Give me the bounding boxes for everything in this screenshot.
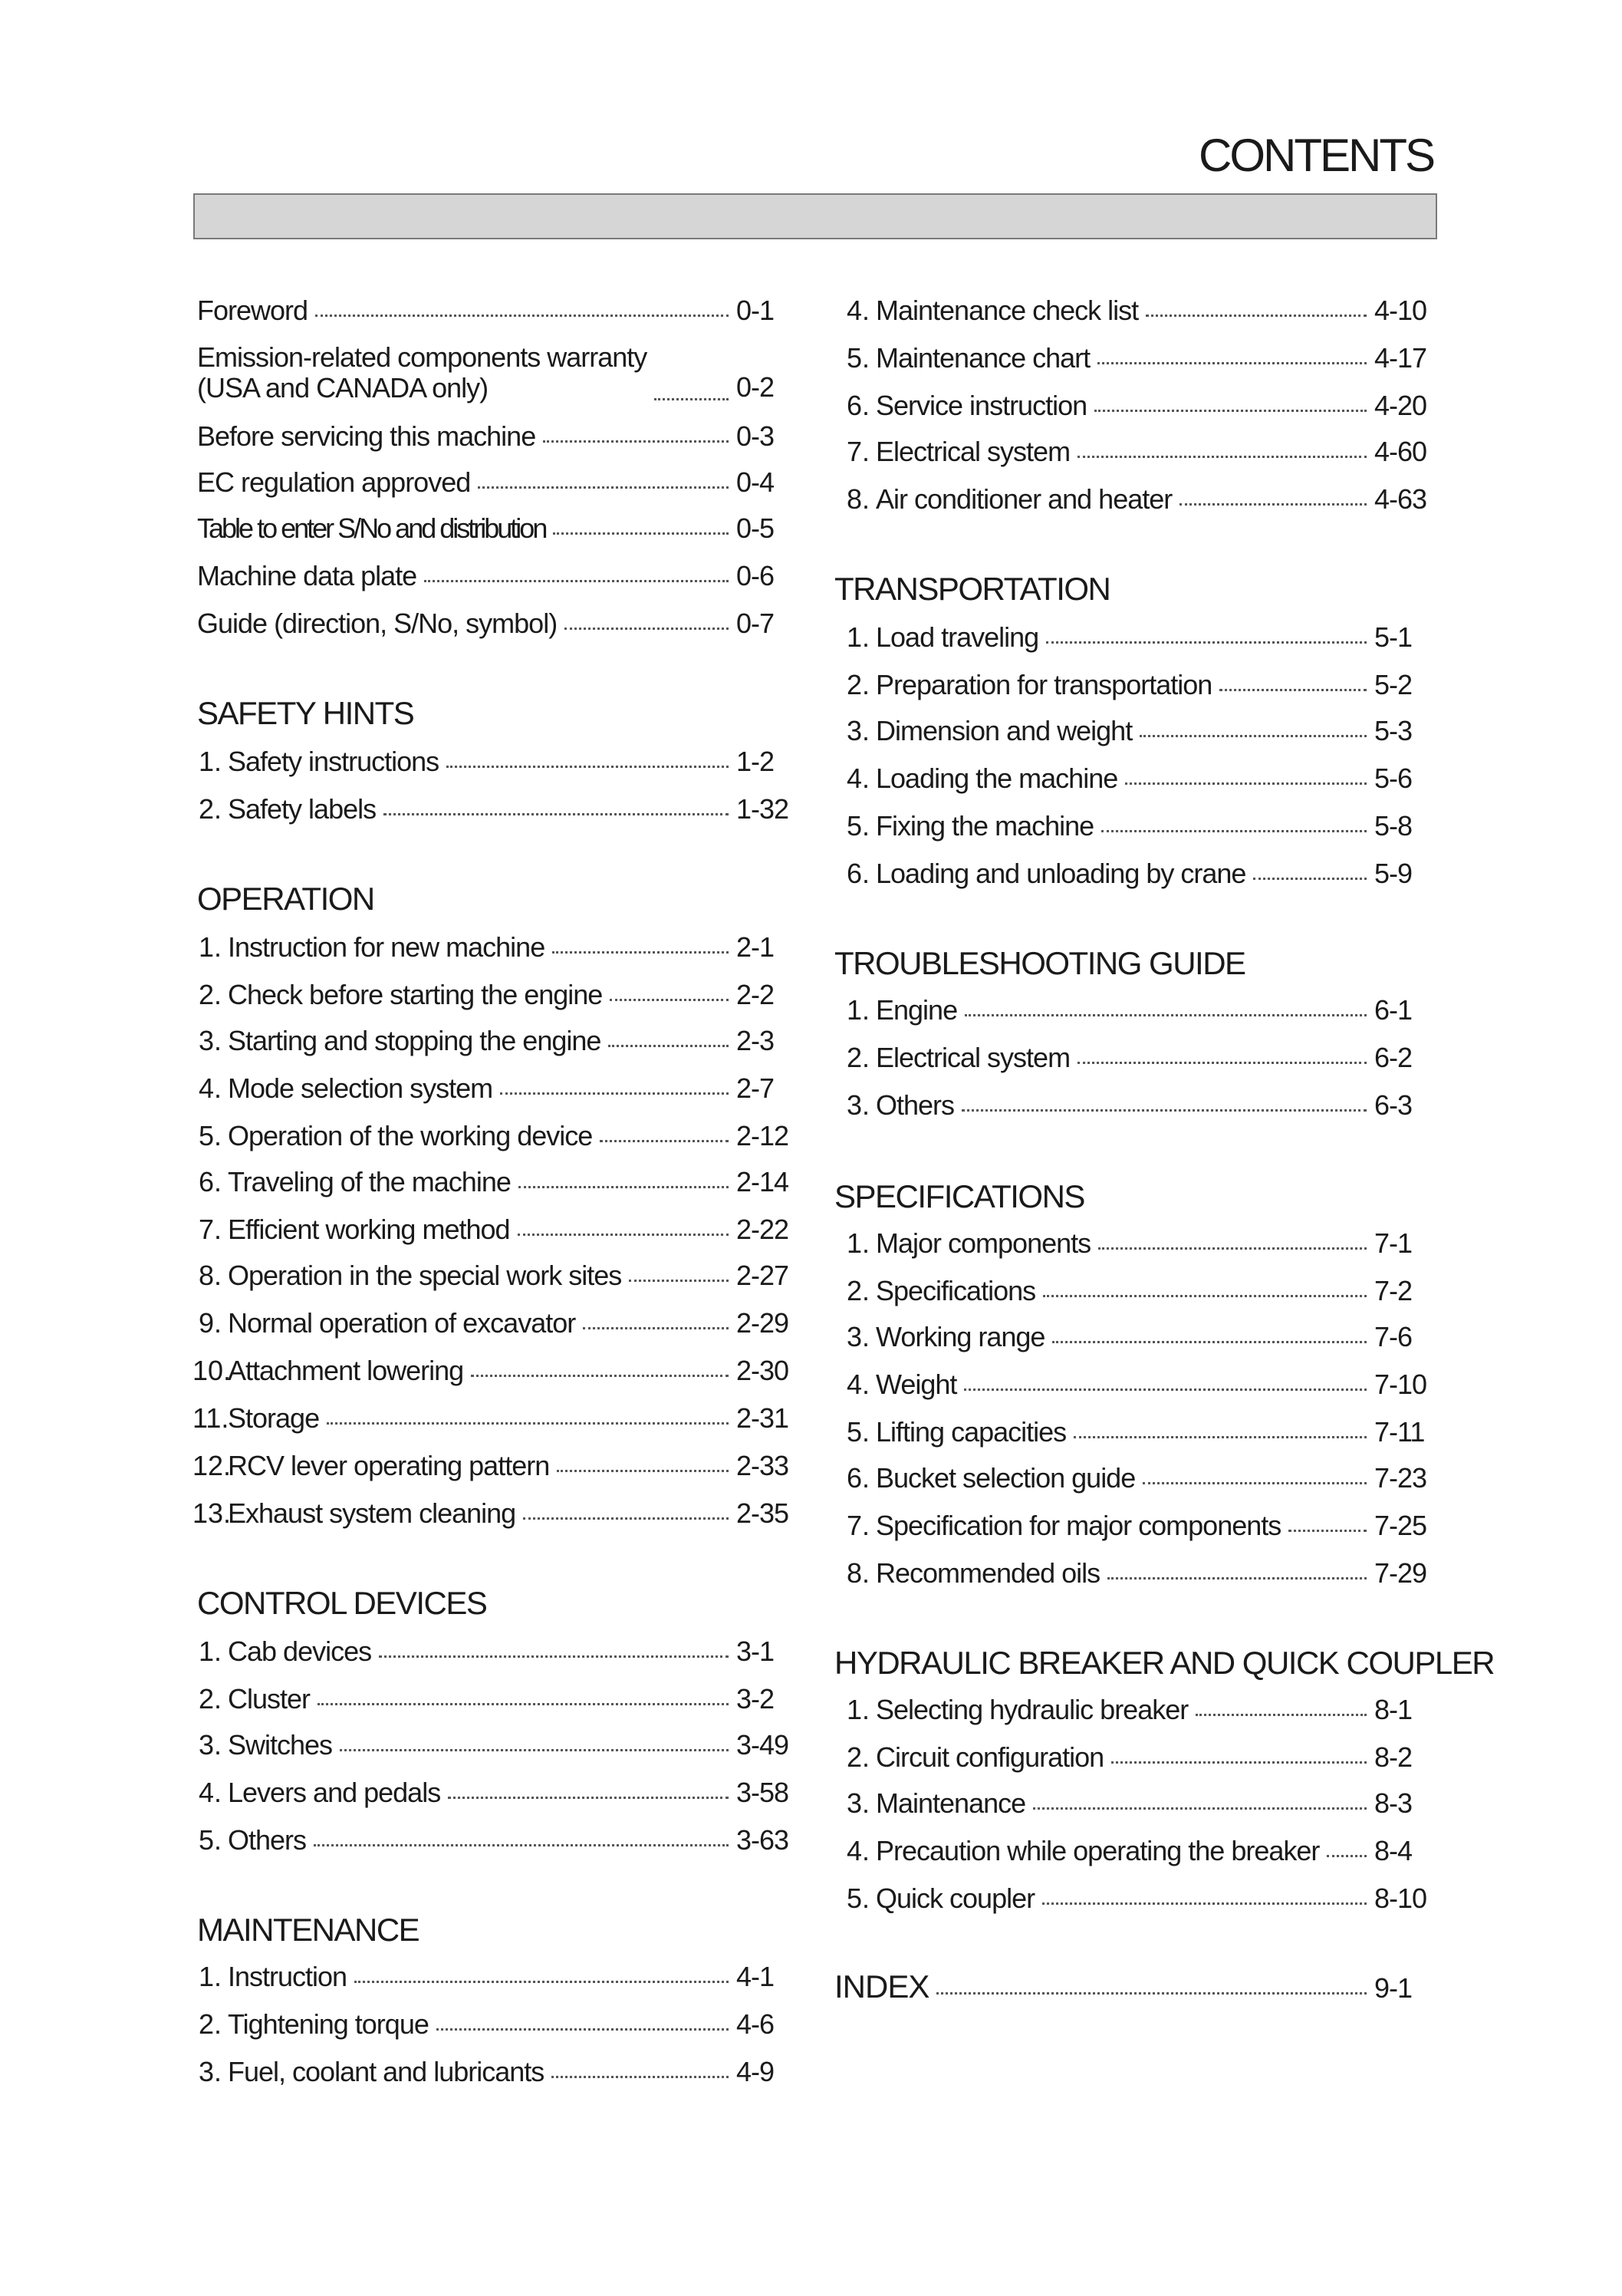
entry-label: Table to enter S/No and distribution xyxy=(197,512,546,544)
toc-entry[interactable] xyxy=(841,1883,1428,1915)
entry-label: Emission-related components warranty (USA and CANADA only) xyxy=(197,341,647,404)
dot-leader xyxy=(448,1789,729,1799)
entry-label: Selecting hydraulic breaker xyxy=(876,1694,1189,1725)
entry-page-number: 3-1 xyxy=(736,1636,775,1667)
dot-leader xyxy=(543,433,729,443)
entry-label: Fuel, coolant and lubricants xyxy=(228,2056,545,2087)
entry-label: Foreword xyxy=(197,295,308,326)
entry-label: Cab devices xyxy=(228,1636,372,1667)
entry-label: Maintenance chart xyxy=(876,342,1091,374)
entry-number: 2. xyxy=(198,1683,222,1715)
toc-entry[interactable] xyxy=(841,1042,1428,1074)
toc-entry[interactable] xyxy=(192,979,790,1011)
section-heading: TROUBLESHOOTING GUIDE xyxy=(834,945,1245,981)
entry-label: Guide (direction, S/No, symbol) xyxy=(197,608,558,639)
toc-entry[interactable] xyxy=(197,295,790,327)
entry-label: Check before starting the engine xyxy=(228,979,603,1010)
dot-leader xyxy=(1125,775,1367,785)
toc-entry[interactable] xyxy=(841,1321,1428,1353)
entry-number: 7. xyxy=(846,436,870,467)
dot-leader xyxy=(552,944,729,954)
entry-label: Attachment lowering xyxy=(228,1355,464,1386)
toc-entry[interactable] xyxy=(841,390,1428,422)
entry-label: Before servicing this machine xyxy=(197,420,536,452)
dot-leader xyxy=(317,1695,729,1705)
entry-page-number: 2-27 xyxy=(736,1260,789,1291)
dot-leader xyxy=(564,620,729,630)
entry-number: 5. xyxy=(846,342,870,374)
dot-leader xyxy=(600,1132,729,1142)
toc-entry[interactable] xyxy=(841,1089,1428,1122)
entry-number: 1. xyxy=(198,1636,222,1667)
dot-leader xyxy=(1033,1800,1367,1810)
entry-label: Starting and stopping the engine xyxy=(228,1025,601,1056)
entry-number: 5. xyxy=(846,1883,870,1914)
entry-number: 11. xyxy=(192,1402,229,1434)
entry-page-number: 7-23 xyxy=(1374,1462,1427,1494)
entry-label: Loading the machine xyxy=(876,763,1118,794)
entry-number: 2. xyxy=(846,1275,870,1306)
entry-page-number: 0-7 xyxy=(736,608,775,639)
dot-leader xyxy=(583,1319,729,1329)
entry-page-number: 2-2 xyxy=(736,979,775,1010)
toc-entry[interactable] xyxy=(841,436,1428,468)
entry-page-number: 2-31 xyxy=(736,1402,789,1434)
dot-leader xyxy=(1111,1754,1367,1764)
entry-number: 8. xyxy=(198,1260,222,1291)
toc-entry[interactable] xyxy=(192,1260,790,1292)
dot-leader xyxy=(1196,1706,1367,1716)
entry-label: Traveling of the machine xyxy=(228,1166,511,1197)
dot-leader xyxy=(314,1836,729,1846)
entry-label: Operation of the working device xyxy=(228,1120,593,1151)
entry-page-number: 2-7 xyxy=(736,1072,775,1104)
entry-page-number: 0-1 xyxy=(736,295,775,326)
entry-number: 3. xyxy=(198,1025,222,1056)
toc-entry[interactable] xyxy=(192,793,790,825)
toc-entry[interactable] xyxy=(192,1355,790,1387)
section-heading: HYDRAULIC BREAKER AND QUICK COUPLER xyxy=(834,1645,1495,1681)
dot-leader xyxy=(518,1226,729,1236)
toc-entry[interactable] xyxy=(841,1275,1428,1307)
section-heading: MAINTENANCE xyxy=(197,1912,419,1948)
entry-label: Cluster xyxy=(228,1683,311,1715)
toc-entry[interactable] xyxy=(841,342,1428,374)
dot-leader xyxy=(1094,402,1367,412)
entry-number: 1. xyxy=(846,994,870,1026)
toc-entry[interactable] xyxy=(841,810,1428,842)
entry-label: Load traveling xyxy=(876,621,1039,653)
entry-number: 6. xyxy=(846,1462,870,1494)
entry-label: Air conditioner and heater xyxy=(876,483,1173,515)
page-title: CONTENTS xyxy=(1199,130,1433,181)
entry-page-number: 7-10 xyxy=(1374,1369,1427,1400)
toc-entry[interactable] xyxy=(841,1369,1428,1401)
toc-entry[interactable] xyxy=(192,1402,790,1435)
entry-page-number: 5-3 xyxy=(1374,715,1413,746)
entry-page-number: 7-29 xyxy=(1374,1557,1427,1589)
entry-label: Levers and pedals xyxy=(228,1777,441,1808)
dot-leader xyxy=(1052,1333,1367,1343)
entry-label: Specification for major components xyxy=(876,1510,1281,1541)
entry-page-number: 7-6 xyxy=(1374,1321,1413,1352)
toc-entry[interactable] xyxy=(841,858,1428,890)
entry-page-number: 3-49 xyxy=(736,1729,789,1761)
entry-number: 1. xyxy=(198,746,222,777)
entry-label: Storage xyxy=(228,1402,320,1434)
entry-page-number: 2-22 xyxy=(736,1214,789,1245)
section-heading: CONTROL DEVICES xyxy=(197,1585,487,1621)
entry-number: 6. xyxy=(846,858,870,889)
entry-number: 4. xyxy=(846,1835,870,1866)
dot-leader xyxy=(965,1006,1367,1016)
dot-leader xyxy=(446,758,729,768)
entry-page-number: 0-3 xyxy=(736,420,775,452)
entry-label: INDEX xyxy=(834,1968,929,2004)
dot-leader xyxy=(553,525,729,535)
entry-number: 10. xyxy=(192,1355,232,1386)
entry-label: Lifting capacities xyxy=(876,1416,1067,1448)
entry-label: Fixing the machine xyxy=(876,810,1094,842)
toc-entry[interactable] xyxy=(197,512,790,545)
entry-page-number: 2-12 xyxy=(736,1120,789,1151)
entry-number: 4. xyxy=(198,1777,222,1808)
section-heading: SAFETY HINTS xyxy=(197,695,414,731)
toc-entry[interactable] xyxy=(192,1307,790,1339)
entry-page-number: 3-2 xyxy=(736,1683,775,1715)
entry-page-number: 0-2 xyxy=(736,371,775,403)
dot-leader xyxy=(1098,1240,1367,1250)
entry-page-number: 3-58 xyxy=(736,1777,789,1808)
entry-label: Normal operation of excavator xyxy=(228,1307,576,1339)
toc-entry[interactable] xyxy=(841,1835,1428,1867)
entry-page-number: 6-2 xyxy=(1374,1042,1413,1073)
entry-number: 9. xyxy=(198,1307,222,1339)
entry-number: 1. xyxy=(198,1961,222,1992)
toc-entry[interactable] xyxy=(192,1961,790,1993)
entry-page-number: 0-6 xyxy=(736,560,775,591)
toc-entry[interactable] xyxy=(192,1683,790,1715)
dot-leader xyxy=(1179,496,1367,506)
entry-number: 6. xyxy=(198,1166,222,1197)
entry-label: Circuit configuration xyxy=(876,1741,1104,1773)
entry-page-number: 8-2 xyxy=(1374,1741,1413,1773)
toc-entry[interactable] xyxy=(841,295,1428,327)
entry-label: Electrical system xyxy=(876,436,1071,467)
dot-leader xyxy=(379,1648,729,1658)
entry-page-number: 5-8 xyxy=(1374,810,1413,842)
entry-number: 13. xyxy=(192,1497,232,1529)
dot-leader xyxy=(1077,1054,1367,1064)
entry-number: 4. xyxy=(846,295,870,326)
entry-page-number: 0-5 xyxy=(736,512,775,544)
entry-number: 2. xyxy=(846,669,870,700)
toc-entry[interactable] xyxy=(841,1416,1428,1448)
entry-label: Bucket selection guide xyxy=(876,1462,1136,1494)
toc-entry[interactable] xyxy=(192,1636,790,1668)
toc-entry[interactable] xyxy=(841,483,1428,516)
entry-page-number: 4-60 xyxy=(1374,436,1427,467)
entry-page-number: 8-3 xyxy=(1374,1787,1413,1819)
toc-entry[interactable] xyxy=(197,420,790,453)
dot-leader xyxy=(936,1985,1367,1995)
entry-page-number: 3-63 xyxy=(736,1824,789,1856)
entry-page-number: 4-6 xyxy=(736,2008,775,2040)
dot-leader xyxy=(1219,681,1367,691)
entry-number: 3. xyxy=(198,1729,222,1761)
toc-entry[interactable] xyxy=(841,1557,1428,1589)
entry-label: Switches xyxy=(228,1729,333,1761)
entry-number: 12. xyxy=(192,1450,232,1481)
dot-leader xyxy=(1101,822,1367,832)
dot-leader xyxy=(1074,1428,1367,1438)
toc-entry[interactable] xyxy=(192,1450,790,1482)
entry-page-number: 1-32 xyxy=(736,793,789,825)
entry-page-number: 7-25 xyxy=(1374,1510,1427,1541)
dot-leader xyxy=(315,307,729,317)
entry-page-number: 5-6 xyxy=(1374,763,1413,794)
entry-page-number: 4-9 xyxy=(736,2056,775,2087)
entry-number: 3. xyxy=(846,1089,870,1121)
entry-label: Engine xyxy=(876,994,958,1026)
entry-label: Preparation for transportation xyxy=(876,669,1212,700)
entry-page-number: 5-1 xyxy=(1374,621,1413,653)
entry-label: Specifications xyxy=(876,1275,1036,1306)
toc-entry[interactable] xyxy=(841,1462,1428,1494)
toc-entry[interactable] xyxy=(192,1729,790,1761)
dot-leader xyxy=(1042,1895,1367,1905)
dot-leader xyxy=(608,1037,729,1047)
entry-label: Exhaust system cleaning xyxy=(228,1497,516,1529)
entry-page-number: 2-35 xyxy=(736,1497,789,1529)
dot-leader xyxy=(518,1178,729,1188)
dot-leader xyxy=(327,1415,729,1425)
toc-entry[interactable] xyxy=(841,621,1428,654)
toc-entry[interactable] xyxy=(192,1824,790,1856)
entry-page-number: 6-3 xyxy=(1374,1089,1413,1121)
dot-leader xyxy=(354,1973,729,1983)
entry-page-number: 9-1 xyxy=(1374,1972,1413,2004)
entry-label: Electrical system xyxy=(876,1042,1071,1073)
entry-page-number: 2-33 xyxy=(736,1450,789,1481)
toc-entry[interactable] xyxy=(841,669,1428,701)
entry-label: Recommended oils xyxy=(876,1557,1101,1589)
entry-number: 2. xyxy=(846,1042,870,1073)
toc-entry[interactable] xyxy=(192,746,790,778)
toc-entry[interactable] xyxy=(841,1787,1428,1820)
entry-page-number: 7-11 xyxy=(1374,1416,1425,1448)
toc-entry[interactable] xyxy=(192,931,790,964)
toc-entry[interactable] xyxy=(192,1166,790,1198)
entry-number: 1. xyxy=(198,931,222,963)
dot-leader xyxy=(424,572,729,582)
entry-number: 3. xyxy=(846,1787,870,1819)
entry-number: 8. xyxy=(846,1557,870,1589)
entry-number: 3. xyxy=(846,715,870,746)
entry-label: Mode selection system xyxy=(228,1072,493,1104)
section-heading: OPERATION xyxy=(197,881,374,917)
toc-entry[interactable] xyxy=(197,466,790,499)
entry-number: 4. xyxy=(198,1072,222,1104)
entry-page-number: 7-1 xyxy=(1374,1227,1413,1259)
toc-entry[interactable] xyxy=(841,1694,1428,1726)
entry-number: 2. xyxy=(198,793,222,825)
entry-page-number: 2-3 xyxy=(736,1025,775,1056)
dot-leader xyxy=(962,1102,1367,1112)
dot-leader xyxy=(436,2021,729,2031)
entry-label: Dimension and weight xyxy=(876,715,1133,746)
entry-label: Safety labels xyxy=(228,793,377,825)
entry-label: Maintenance check list xyxy=(876,295,1139,326)
entry-number: 3. xyxy=(846,1321,870,1352)
dot-leader xyxy=(471,1367,729,1377)
entry-number: 1. xyxy=(846,1227,870,1259)
title-bar xyxy=(193,193,1437,239)
entry-label: RCV lever operating pattern xyxy=(228,1450,550,1481)
entry-page-number: 4-63 xyxy=(1374,483,1427,515)
entry-page-number: 4-20 xyxy=(1374,390,1427,421)
entry-number: 2. xyxy=(198,979,222,1010)
toc-entry[interactable] xyxy=(192,1120,790,1152)
toc-entry[interactable] xyxy=(192,1025,790,1057)
dot-leader xyxy=(654,390,729,400)
dot-leader xyxy=(1143,1474,1367,1484)
dot-leader xyxy=(629,1272,729,1282)
entry-label: Others xyxy=(876,1089,955,1121)
entry-number: 7. xyxy=(198,1214,222,1245)
entry-page-number: 4-10 xyxy=(1374,295,1427,326)
toc-entry[interactable] xyxy=(841,1227,1428,1260)
entry-label: Quick coupler xyxy=(876,1883,1035,1914)
entry-label: Working range xyxy=(876,1321,1045,1352)
entry-label: EC regulation approved xyxy=(197,466,471,498)
entry-number: 2. xyxy=(846,1741,870,1773)
toc-entry[interactable] xyxy=(197,560,790,592)
entry-number: 4. xyxy=(846,1369,870,1400)
toc-section-entry[interactable] xyxy=(834,1968,1428,2005)
dot-leader xyxy=(1107,1570,1367,1580)
entry-page-number: 5-9 xyxy=(1374,858,1413,889)
entry-label: Operation in the special work sites xyxy=(228,1260,622,1291)
toc-entry[interactable] xyxy=(841,715,1428,747)
entry-number: 4. xyxy=(846,763,870,794)
section-heading: SPECIFICATIONS xyxy=(834,1178,1084,1214)
entry-label: Major components xyxy=(876,1227,1091,1259)
entry-page-number: 5-2 xyxy=(1374,669,1413,700)
entry-page-number: 4-1 xyxy=(736,1961,775,1992)
entry-label: Safety instructions xyxy=(228,746,439,777)
entry-label: Loading and unloading by crane xyxy=(876,858,1246,889)
entry-label: Service instruction xyxy=(876,390,1087,421)
entry-number: 6. xyxy=(846,390,870,421)
toc-entry[interactable] xyxy=(197,608,790,640)
entry-number: 5. xyxy=(846,810,870,842)
toc-entry[interactable] xyxy=(841,994,1428,1026)
entry-page-number: 2-14 xyxy=(736,1166,789,1197)
toc-entry[interactable] xyxy=(192,1072,790,1105)
entry-page-number: 7-2 xyxy=(1374,1275,1413,1306)
entry-label: Maintenance xyxy=(876,1787,1026,1819)
entry-label: Instruction xyxy=(228,1961,347,1992)
toc-entry[interactable] xyxy=(841,1510,1428,1542)
toc-entry[interactable] xyxy=(192,1214,790,1246)
toc-entry[interactable] xyxy=(192,1497,790,1530)
toc-entry[interactable] xyxy=(192,2008,790,2041)
dot-leader xyxy=(1140,727,1367,737)
entry-page-number: 2-29 xyxy=(736,1307,789,1339)
dot-leader xyxy=(964,1381,1367,1391)
dot-leader xyxy=(478,479,729,489)
section-heading: TRANSPORTATION xyxy=(834,571,1110,607)
entry-label: Machine data plate xyxy=(197,560,417,591)
dot-leader xyxy=(1043,1287,1367,1297)
dot-leader xyxy=(1046,634,1367,644)
entry-label: Instruction for new machine xyxy=(228,931,545,963)
entry-page-number: 0-4 xyxy=(736,466,775,498)
entry-number: 5. xyxy=(198,1824,222,1856)
entry-page-number: 1-2 xyxy=(736,746,775,777)
entry-page-number: 8-1 xyxy=(1374,1694,1413,1725)
entry-label: Efficient working method xyxy=(228,1214,510,1245)
entry-page-number: 2-1 xyxy=(736,931,775,963)
dot-leader xyxy=(557,1462,729,1472)
dot-leader xyxy=(1327,1847,1367,1857)
toc-entry[interactable] xyxy=(197,342,790,404)
entry-number: 5. xyxy=(198,1120,222,1151)
entry-number: 2. xyxy=(198,2008,222,2040)
dot-leader xyxy=(523,1510,729,1520)
dot-leader xyxy=(1097,354,1367,364)
dot-leader xyxy=(1146,307,1367,317)
entry-label: Tightening torque xyxy=(228,2008,429,2040)
dot-leader xyxy=(500,1085,729,1095)
dot-leader xyxy=(551,2068,729,2078)
dot-leader xyxy=(1288,1522,1367,1532)
entry-number: 7. xyxy=(846,1510,870,1541)
dot-leader xyxy=(1077,448,1367,458)
entry-number: 8. xyxy=(846,483,870,515)
entry-number: 1. xyxy=(846,621,870,653)
entry-page-number: 8-4 xyxy=(1374,1835,1413,1866)
entry-number: 1. xyxy=(846,1694,870,1725)
entry-page-number: 6-1 xyxy=(1374,994,1413,1026)
entry-number: 5. xyxy=(846,1416,870,1448)
toc-entry[interactable] xyxy=(841,1741,1428,1774)
dot-leader xyxy=(610,991,729,1001)
entry-label: Precaution while operating the breaker xyxy=(876,1835,1320,1866)
dot-leader xyxy=(340,1741,729,1751)
entry-page-number: 8-10 xyxy=(1374,1883,1427,1914)
dot-leader xyxy=(383,805,729,815)
toc-entry[interactable] xyxy=(192,2056,790,2088)
entry-page-number: 2-30 xyxy=(736,1355,789,1386)
entry-number: 3. xyxy=(198,2056,222,2087)
dot-leader xyxy=(1253,870,1367,880)
entry-page-number: 4-17 xyxy=(1374,342,1427,374)
entry-label: Weight xyxy=(876,1369,957,1400)
toc-entry[interactable] xyxy=(841,763,1428,795)
toc-entry[interactable] xyxy=(192,1777,790,1809)
entry-label: Others xyxy=(228,1824,307,1856)
